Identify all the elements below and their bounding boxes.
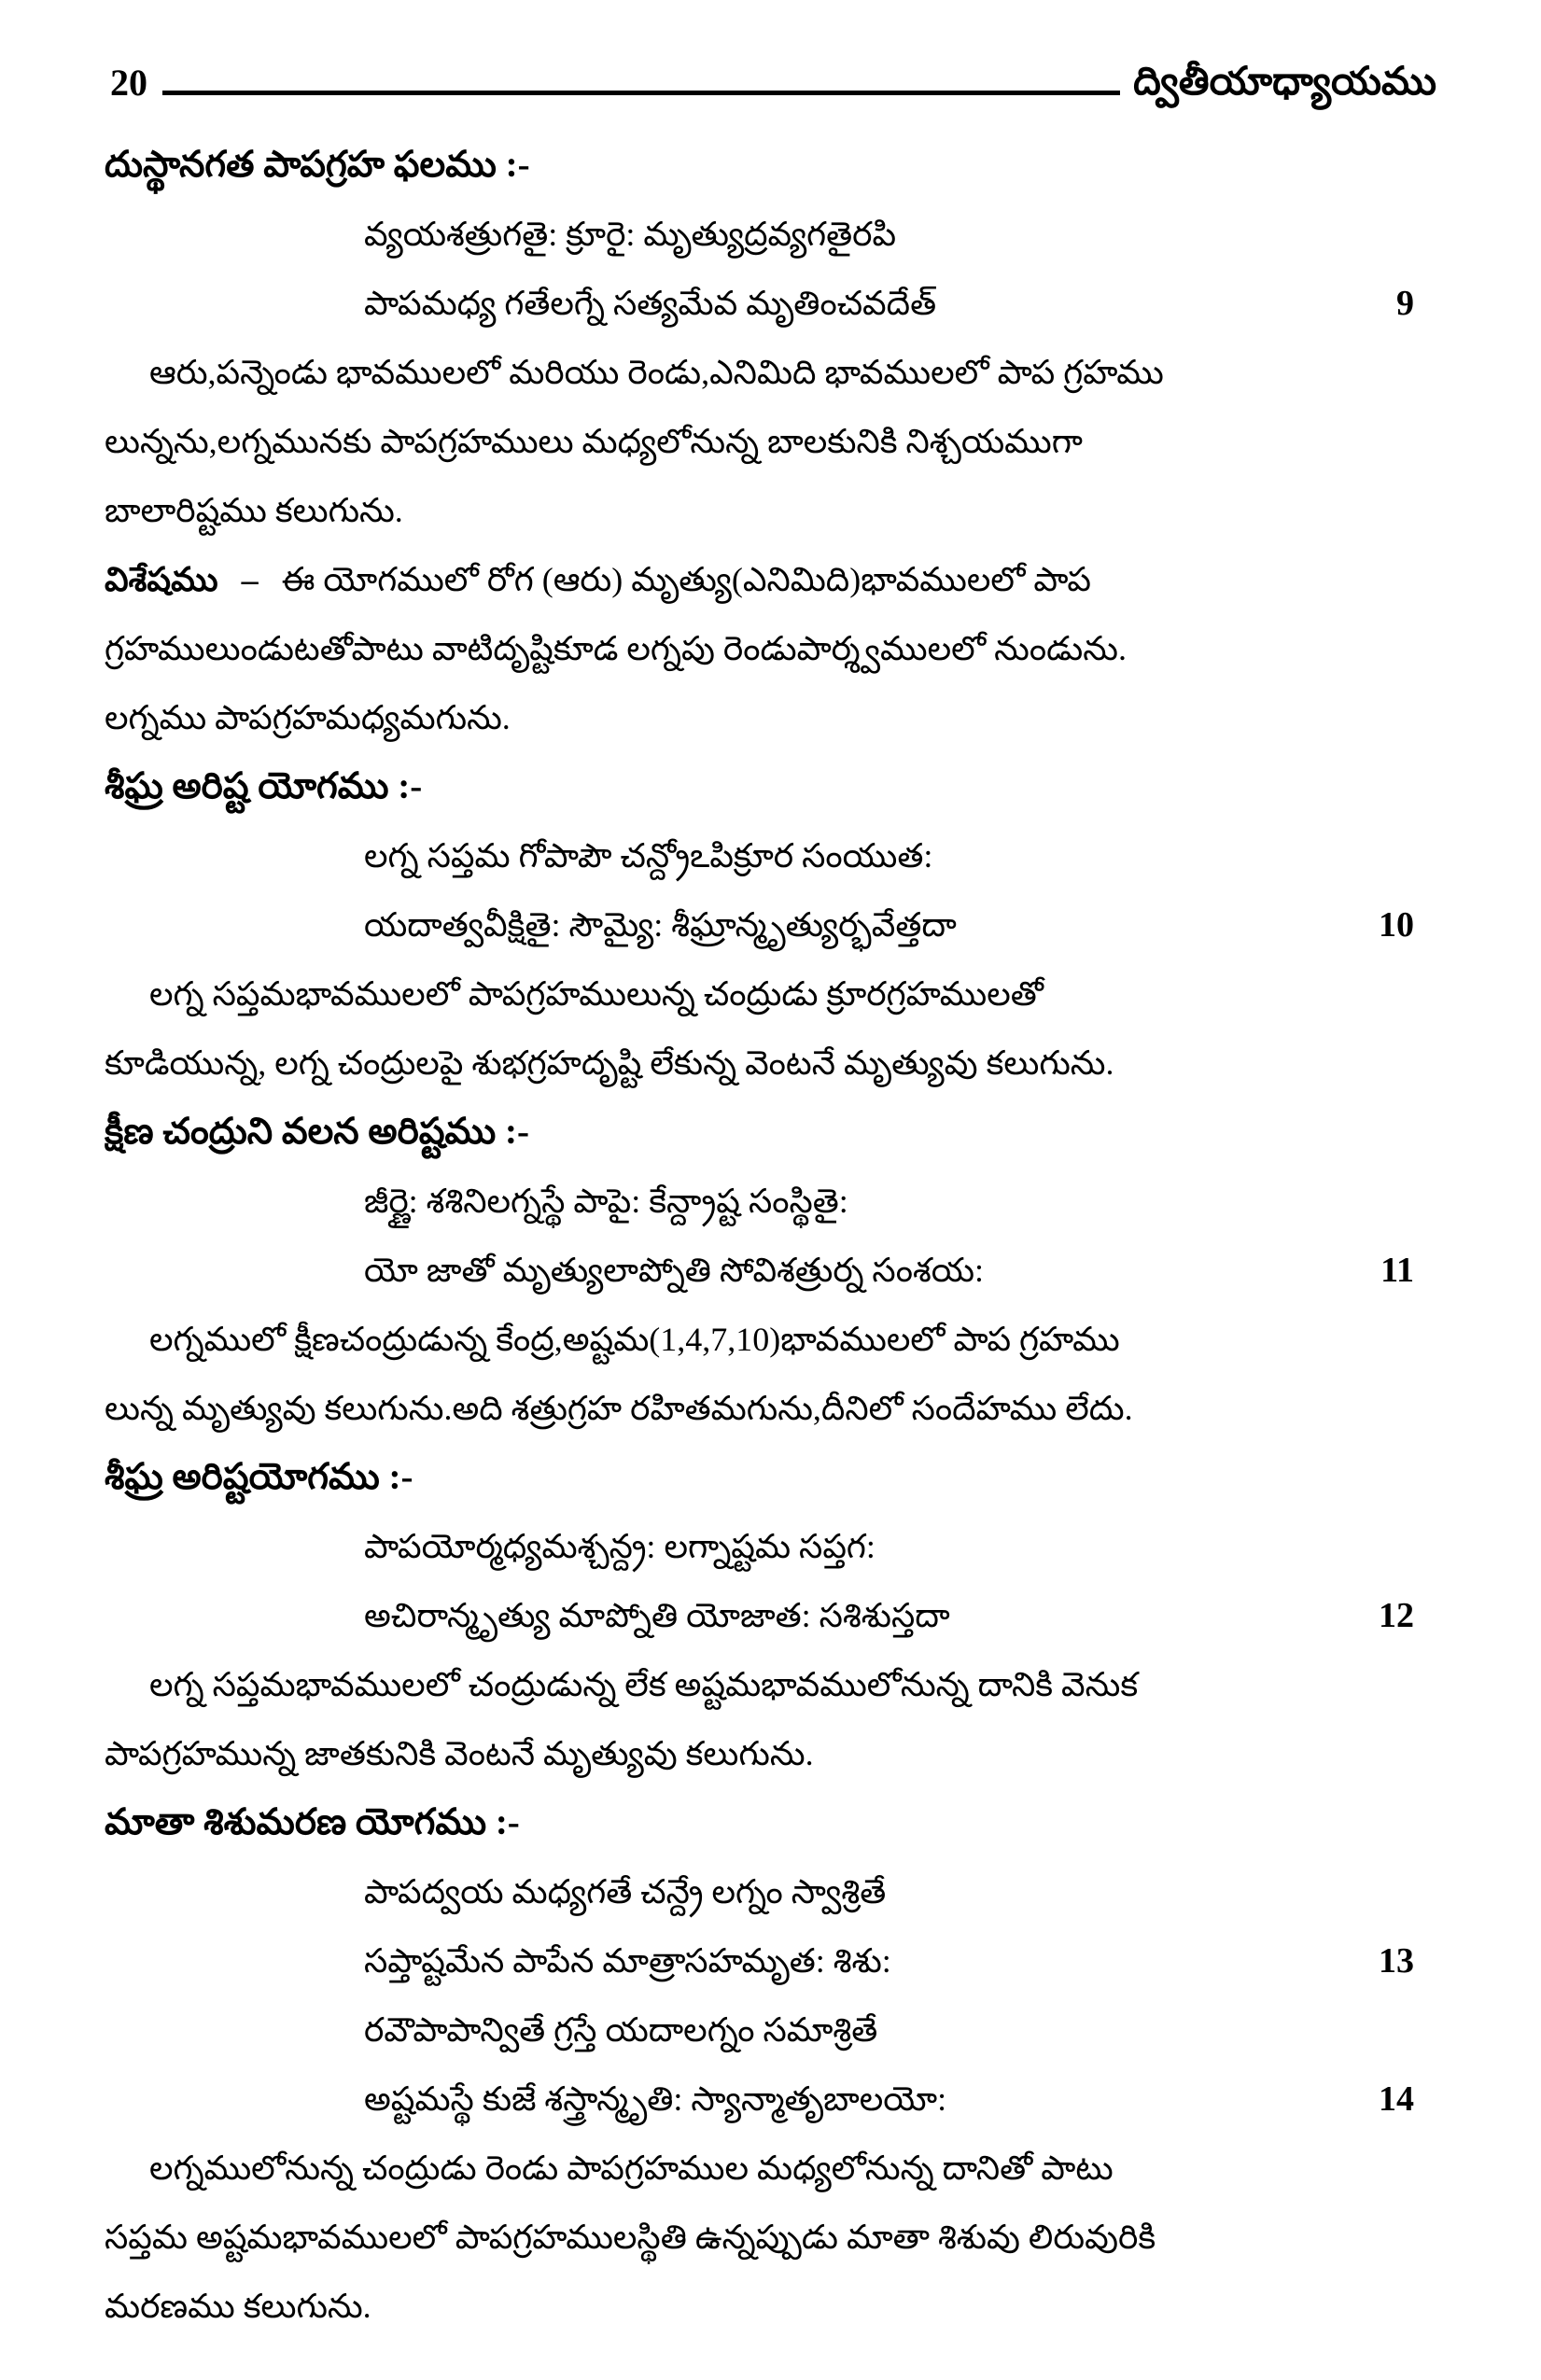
- section-heading: మాతా శిశుమరణ యోగము :-: [105, 1802, 520, 1842]
- section-mata-sisu-marana-yoga: [105, 1788, 1440, 2341]
- page-header: [0, 0, 1541, 105]
- commentary-paragraph: [105, 1650, 1440, 1788]
- verse-text: సప్తాష్టమేన పాపేన మాత్రాసహమృత: శిశు:: [364, 1942, 891, 1980]
- body-line: లగ్న సప్తమభావములలో చంద్రుడున్న లేక అష్టమభావములోనున్న దానికి వెనుక: [149, 1666, 1139, 1703]
- verse-number: 10: [1379, 905, 1414, 945]
- body-line: లగ్నములో క్షీణచంద్రుడున్న కేంద్ర,అష్టమ(1,4,7,10)భావములలో పాప గ్రహము: [149, 1321, 1120, 1358]
- verse-block: [105, 200, 1440, 338]
- verse-line: [105, 1926, 1440, 1995]
- verse-number: 14: [1379, 2079, 1414, 2119]
- verse-block: [105, 1512, 1440, 1650]
- note-dash: –: [241, 561, 259, 598]
- body-line: పాపగ్రహమున్న జాతకునికి వెంటనే మృత్యువు కలుగును.: [105, 1735, 814, 1772]
- verse-text: పాపద్వయ మధ్యగతే చన్ద్రే లగ్నం స్వాశ్రితే: [364, 1873, 887, 1911]
- special-note-paragraph: [105, 545, 1440, 752]
- section-heading: క్షీణ చంద్రుని వలన అరిష్టము :-: [105, 1112, 530, 1152]
- verse-line: [105, 821, 1440, 890]
- body-line: మరణము కలుగును.: [105, 2288, 371, 2325]
- verse-text: యో జాతో మృత్యులాప్నోతి సోవిశత్రుర్న సంశయ:: [364, 1252, 985, 1289]
- body-line: లున్నను,లగ్నమునకు పాపగ్రహములు మధ్యలోనున్న బాలకునికి నిశ్చయముగా: [105, 423, 1083, 460]
- chapter-title: ద్వితీయాధ్యాయము: [1133, 61, 1436, 104]
- verse-text: లగ్న సప్తమ గోపాపౌ చన్ద్రోఽపిక్రూర సంయుత:: [364, 837, 933, 875]
- body-line: ఆరు,పన్నెండు భావములలో మరియు రెండు,ఎనిమిది భావములలో పాప గ్రహము: [149, 354, 1164, 391]
- verse-text: యదాత్వవీక్షితై: సౌమ్యై: శీఘ్రాన్మృత్యుర్భవేత్తదా: [364, 906, 957, 944]
- section-kshina-chandra-arishta: [105, 1098, 1440, 1443]
- section-heading: దుస్థానగత పాపగ్రహ ఫలము :-: [105, 145, 530, 185]
- verse-text: అష్టమస్థే కుజే శస్త్రాన్మృతి: స్యాన్మాతృబాలయో:: [364, 2080, 947, 2118]
- verse-text: రవౌపాపాన్వితే గ్రస్తే యదాలగ్నం సమాశ్రితే: [364, 2011, 878, 2049]
- body-line: లగ్న సప్తమభావములలో పాపగ్రహములున్న చంద్రుడు క్రూరగ్రహములతో: [149, 975, 1044, 1013]
- verse-line: [105, 890, 1440, 959]
- verse-line: [105, 1236, 1440, 1305]
- section-sighra-arishtayoga: [105, 1443, 1440, 1788]
- verse-text: జీర్ణై: శశినిలగ్నస్థే పాపై: కేన్ద్రాష్ట సంస్థితై:: [364, 1183, 848, 1220]
- note-line: లగ్నము పాపగ్రహమధ్యమగును.: [105, 699, 511, 736]
- commentary-paragraph: [105, 338, 1440, 545]
- commentary-paragraph: [105, 2134, 1440, 2341]
- verse-number: 12: [1379, 1596, 1414, 1635]
- commentary-paragraph: [105, 1305, 1440, 1443]
- verse-line: [105, 1857, 1440, 1926]
- verse-text: వ్యయశత్రుగతై: క్రూరై: మృత్యుద్రవ్యగతైరపి: [364, 216, 897, 253]
- body-line: లగ్నములోనున్న చంద్రుడు రెండు పాపగ్రహముల మధ్యలోనున్న దానితో పాటు: [149, 2149, 1114, 2187]
- section-heading: శీఘ్ర అరిష్ట యోగము :-: [105, 766, 423, 806]
- body-line: సప్తమ అష్టమభావములలో పాపగ్రహములస్థితి ఉన్నప్పుడు మాతా శిశువు లిరువురికి: [105, 2219, 1156, 2256]
- verse-number: 11: [1380, 1251, 1414, 1290]
- verse-line: [105, 2065, 1440, 2134]
- verse-line: [105, 1167, 1440, 1236]
- body-line: బాలారిష్టము కలుగును.: [105, 492, 403, 529]
- page-content: [0, 131, 1541, 2341]
- verse-block: [105, 1167, 1440, 1305]
- commentary-paragraph: [105, 959, 1440, 1098]
- section-heading: శీఘ్ర అరిష్టయోగము :-: [105, 1457, 413, 1497]
- section-sighra-arishta-yoga: [105, 752, 1440, 1098]
- verse-text: అచిరాన్మృత్యు మాప్నోతి యోజాత: సశిశుస్తదా: [364, 1597, 950, 1634]
- header-rule: [162, 91, 1120, 95]
- verse-text: పాపమధ్య గతేలగ్నే సత్యమేవ మృతించవదేత్: [364, 285, 937, 322]
- verse-text: పాపయోర్మధ్యమశ్చన్ద్ర: లగ్నాష్టమ సప్తగ:: [364, 1528, 876, 1565]
- verse-number: 9: [1396, 284, 1414, 323]
- verse-number: 13: [1379, 1941, 1414, 1981]
- body-line: కూడియున్న, లగ్న చంద్రులపై శుభగ్రహదృష్టి లేకున్న వెంటనే మృత్యువు కలుగును.: [105, 1044, 1114, 1082]
- verse-line: [105, 1512, 1440, 1581]
- verse-block: [105, 821, 1440, 959]
- verse-line: [105, 1995, 1440, 2065]
- note-text: ఈ యోగములో రోగ (ఆరు) మృత్యు(ఎనిమిది)భావములలో పాప: [281, 561, 1091, 598]
- body-line: లున్న మృత్యువు కలుగును.అది శత్రుగ్రహ రహితమగును,దీనిలో సందేహము లేదు.: [105, 1390, 1133, 1427]
- verse-line: [105, 1581, 1440, 1650]
- page-number: 20: [110, 62, 147, 104]
- note-line: గ్రహములుండుటతోపాటు వాటిదృష్టికూడ లగ్నపు రెండుపార్శ్వములలో నుండును.: [105, 630, 1127, 667]
- verse-block: [105, 1857, 1440, 2134]
- note-line: [105, 545, 1440, 614]
- verse-line: [105, 269, 1440, 338]
- section-dusthana-papagraha: [105, 131, 1440, 752]
- note-lead-word: విశేషము: [105, 561, 218, 598]
- verse-line: [105, 200, 1440, 269]
